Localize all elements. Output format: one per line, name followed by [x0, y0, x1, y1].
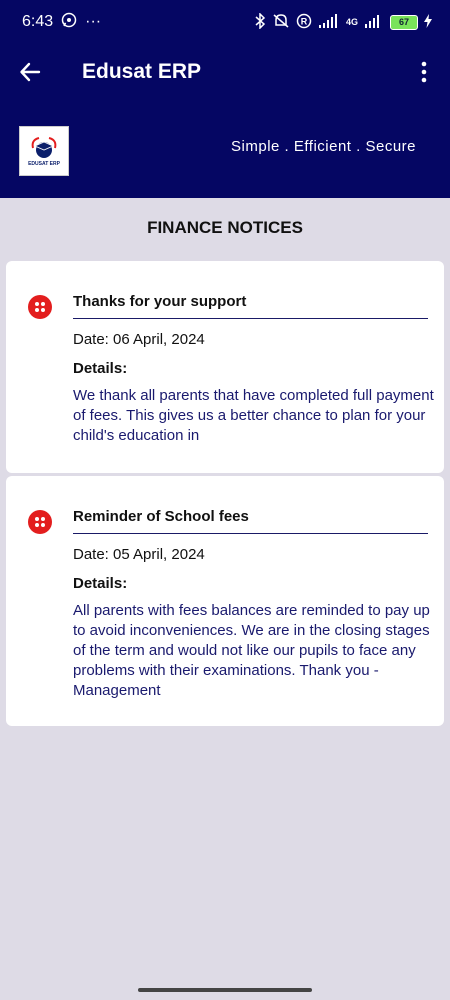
- status-time: 6:43: [22, 13, 54, 30]
- more-notifications-icon: ···: [85, 13, 102, 30]
- notice-title: Thanks for your support: [73, 293, 428, 319]
- svg-text:R: R: [300, 16, 308, 26]
- network-type-label: 4G: [345, 17, 358, 27]
- signal-icon-2: [364, 14, 384, 31]
- more-vert-icon: [421, 61, 427, 83]
- notice-body: All parents with fees balances are reminded to pay up to avoid inconveniences. We are in the closing stages of the term and would not like our pupils to face any problems with their examinations. Thank you - Management: [73, 602, 430, 699]
- mute-icon: [272, 13, 290, 32]
- overflow-menu-button[interactable]: [404, 44, 444, 100]
- notice-card[interactable]: [6, 476, 444, 726]
- app-title: Edusat ERP: [82, 60, 202, 83]
- notice-apps-icon: [28, 510, 52, 534]
- back-button[interactable]: [0, 44, 60, 100]
- notice-date: Date: 05 April, 2024: [73, 546, 205, 563]
- edusat-logo: [19, 126, 69, 176]
- header-banner: [0, 100, 450, 198]
- graduation-cap-icon: [29, 136, 59, 160]
- notice-title: Reminder of School fees: [73, 508, 428, 534]
- arrow-left-icon: [19, 61, 41, 83]
- status-bar: [0, 0, 450, 44]
- notice-body: We thank all parents that have completed full payment of fees. This gives us a better chance to plan for your child's education in: [73, 387, 434, 444]
- tagline: Simple . Efficient . Secure: [231, 138, 416, 155]
- notice-details-label: Details:: [73, 575, 128, 592]
- app-bar: [0, 44, 450, 100]
- notice-apps-icon: [28, 295, 52, 319]
- whatsapp-icon: [61, 12, 77, 33]
- battery-icon: 67: [390, 15, 418, 30]
- gesture-navigation-bar[interactable]: [138, 988, 312, 992]
- signal-icon: [318, 14, 340, 31]
- notice-card[interactable]: [6, 261, 444, 473]
- registered-icon: [296, 13, 312, 32]
- bluetooth-icon: [254, 13, 266, 32]
- page-title: FINANCE NOTICES: [147, 218, 303, 237]
- notice-date: Date: 06 April, 2024: [73, 331, 205, 348]
- logo-text: EDUSAT ERP: [28, 160, 60, 167]
- charging-icon: [424, 14, 432, 31]
- notice-details-label: Details:: [73, 360, 128, 377]
